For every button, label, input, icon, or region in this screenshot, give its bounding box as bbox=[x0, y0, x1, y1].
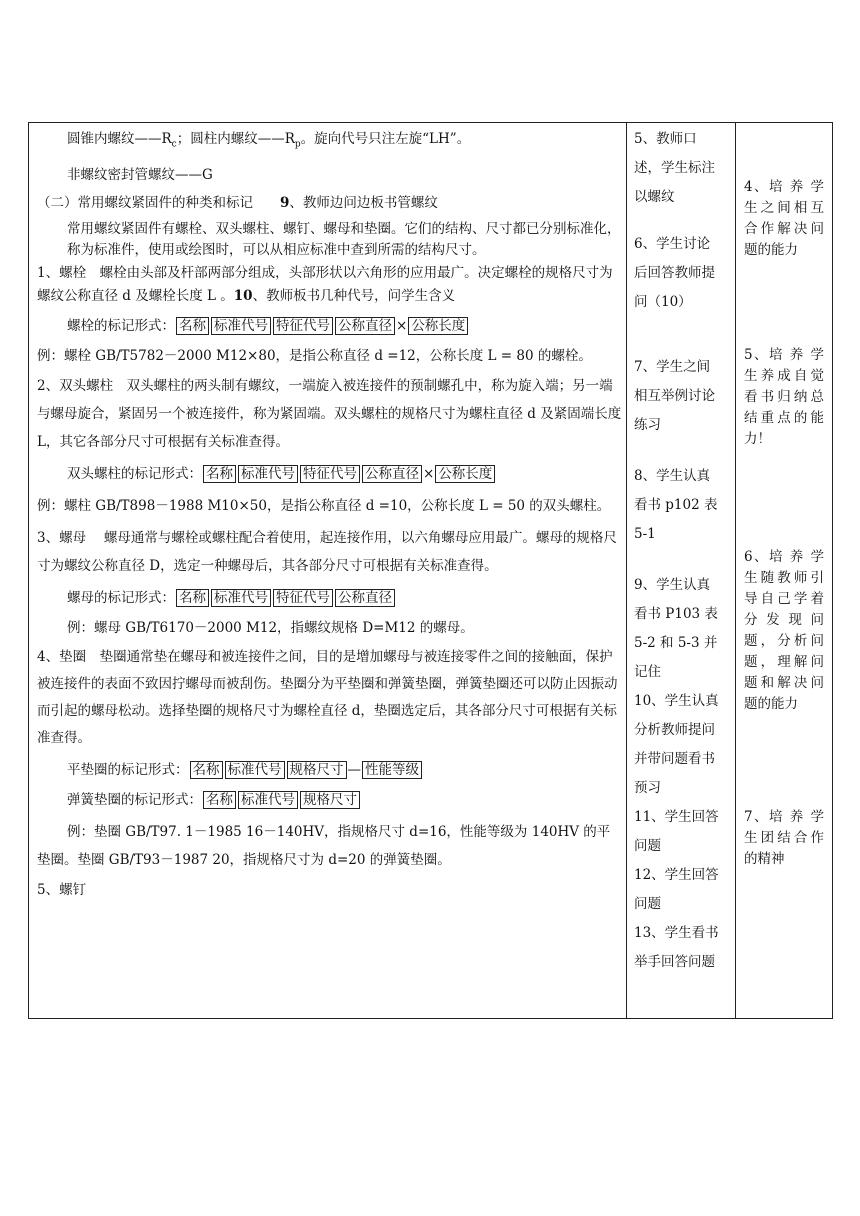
activity-line: 以螺纹 bbox=[634, 189, 675, 205]
example-line: 例：螺栓 GB/T5782－2000 M12×80，是指公称直径 d =12，公称长度 L = 80 的螺栓。 bbox=[37, 347, 592, 364]
flat-washer-mark-format: 平垫圈的标记形式： 名称 标准代号 规格尺寸 — 性能等级 bbox=[37, 758, 622, 782]
student-activities bbox=[634, 125, 730, 977]
activity-line: 看书 P103 表 bbox=[634, 606, 718, 622]
paragraph: 2、双头螺柱 双头螺柱的两头制有螺纹，一端旋入被连接件的预制螺孔中，称为旋入端；另一端与螺母旋合，紧固另一个被连接件，称为紧固端。双头螺柱的规格尺寸为螺柱直径 d 及紧固端长度 L，其它各部分尺寸可根据有关标准查得。 bbox=[37, 377, 622, 450]
nut-mark-format: 螺母的标记形式： 名称 标准代号 特征代号 公称直径 bbox=[37, 586, 622, 610]
activity-line: 5-1 bbox=[634, 526, 656, 542]
activity-line: 相互举例讨论 bbox=[634, 388, 715, 404]
activity-line: 练习 bbox=[634, 417, 661, 433]
activity-line: 5-2 和 5-3 并 bbox=[634, 635, 718, 651]
activity-line: 12、学生回答 bbox=[634, 867, 719, 883]
stud-mark-format: 双头螺柱的标记形式： 名称 标准代号 特征代号 公称直径 × 公称长度 bbox=[37, 462, 622, 486]
spring-washer-mark-format: 弹簧垫圈的标记形式： 名称 标准代号 规格尺寸 bbox=[37, 788, 622, 812]
activity-line: 并带问题看书 bbox=[634, 751, 715, 767]
goal-problem-solving: 6、培 养 学生随教师引导自己学着分 发 现 问题，分析问题，理解问题和解决问题的能力 bbox=[744, 549, 824, 712]
activity-line: 10、学生认真 bbox=[634, 693, 719, 709]
activity-line: 分析教师提问 bbox=[634, 722, 715, 738]
paragraph: 1、螺栓 螺栓由头部及杆部两部分组成，头部形状以六角形的应用最广。决定螺栓的规格尺寸为螺纹公称直径 d 及螺栓长度 L 。10、教师板书几种代号，问学生含义 bbox=[37, 264, 613, 304]
activity-line: 问题 bbox=[634, 838, 661, 854]
lesson-table bbox=[28, 122, 833, 1019]
example-line: 例：垫圈 GB/T97. 1－1985 16－140HV，指规格尺寸 d=16，性能等级为 140HV 的平垫圈。垫圈 GB/T93－1987 20，指规格尺寸为 d=20 的弹簧垫圈。 bbox=[37, 823, 611, 868]
activity-line: 7、学生之间 bbox=[634, 359, 711, 375]
paragraph: 4、垫圈 垫圈通常垫在螺母和被连接件之间，目的是增加螺母与被连接零件之间的接触面，保护被连接件的表面不致因拧螺母而被刮伤。垫圈分为平垫圈和弹簧垫圈，弹簧垫圈还可以防止因振动而引起的螺母松动。选择垫圈的规格尺寸为螺栓直径 d，垫圈选定后，其各部分尺寸可根据有关标准查得。 bbox=[37, 648, 618, 746]
activity-line: 6、学生讨论 bbox=[634, 236, 711, 252]
goal-cooperation: 4、培 养 学生之间相互合作解决问题的能力 bbox=[744, 179, 824, 258]
activity-line: 后回答教师提 bbox=[634, 265, 715, 281]
activity-spacer bbox=[634, 317, 730, 353]
activity-spacer bbox=[634, 440, 730, 462]
activity-line: 述，学生标注 bbox=[634, 160, 715, 176]
goal-self-study: 5、培 养 学生养成自觉看书归纳总结重点的能力！ bbox=[744, 347, 824, 447]
paragraph: 3、螺母 螺母通常与螺栓或螺柱配合着使用，起连接作用，以六角螺母应用最广。螺母的规格尺寸为螺纹公称直径 D，选定一种螺母后，其各部分尺寸可根据有关标准查得。 bbox=[37, 529, 617, 574]
activity-line: 举手回答问题 bbox=[634, 954, 715, 970]
paragraph: 常用螺纹紧固件有螺栓、双头螺柱、螺钉、螺母和垫圈。它们的结构、尺寸都已分别标准化，称为标准件，使用或绘图时，可以从相应标准中查到所需的结构尺寸。 bbox=[67, 220, 621, 258]
activity-line: 8、学生认真 bbox=[634, 468, 711, 484]
bolt-mark-format: 螺栓的标记形式： 名称 标准代号 特征代号 公称直径 × 公称长度 bbox=[37, 314, 622, 338]
content-line: 非螺纹密封管螺纹——G bbox=[67, 166, 213, 183]
content-line: 5、螺钉 bbox=[37, 881, 87, 898]
activity-line: 13、学生看书 bbox=[634, 925, 719, 941]
example-line: 例：螺柱 GB/T898－1988 M10×50，是指公称直径 d =10，公称长度 L = 50 的双头螺柱。 bbox=[37, 497, 611, 514]
activity-line: 看书 p102 表 bbox=[634, 497, 718, 513]
example-line: 例：螺母 GB/T6170－2000 M12，指螺纹规格 D=M12 的螺母。 bbox=[67, 619, 474, 636]
content-line: 圆锥内螺纹$——R_c$；圆柱内螺纹$——R_p$。旋向代号只注左旋“LH”。 bbox=[67, 131, 471, 150]
activity-line: 记住 bbox=[634, 664, 661, 680]
activity-line: 9、学生认真 bbox=[634, 577, 711, 593]
activity-line: 11、学生回答 bbox=[634, 809, 719, 825]
activity-spacer bbox=[634, 549, 730, 571]
activity-line: 问题 bbox=[634, 896, 661, 912]
activity-spacer bbox=[634, 212, 730, 230]
column-divider bbox=[735, 123, 736, 1018]
column-divider bbox=[626, 123, 627, 1018]
activity-line: 预习 bbox=[634, 780, 661, 796]
goal-teamwork: 7、培 养 学生团结合作的精神 bbox=[744, 809, 824, 867]
activity-line: 问（10） bbox=[634, 294, 692, 310]
activity-line: 5、教师口 bbox=[634, 131, 697, 147]
teaching-content bbox=[37, 127, 622, 902]
section-heading: （二）常用螺纹紧固件的种类和标记 9、教师边问边板书管螺纹 bbox=[37, 194, 438, 211]
